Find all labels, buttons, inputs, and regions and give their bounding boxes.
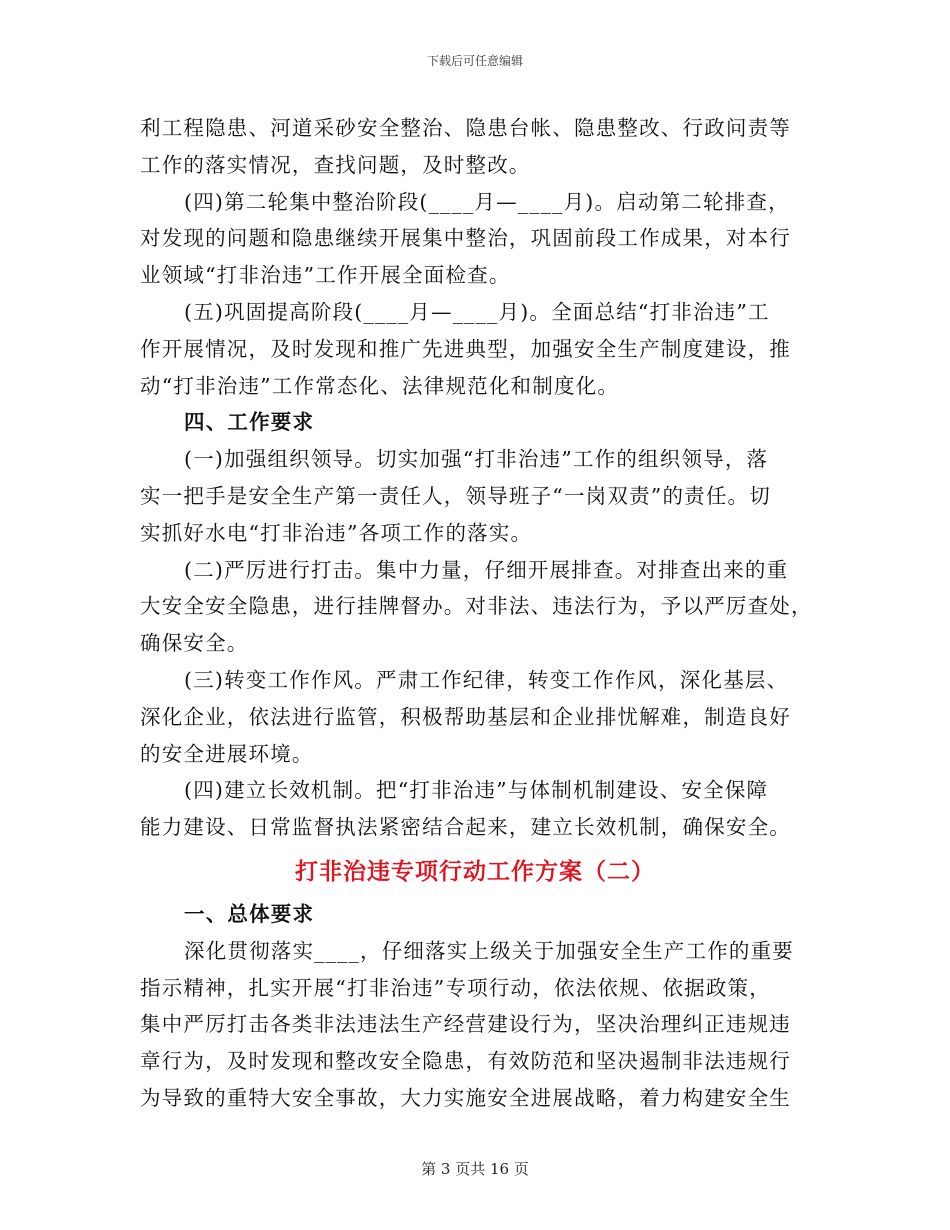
page-footer: 第 3 页共 16 页: [421, 1160, 529, 1178]
text-line: (五)巩固提高阶段(____月—____月)。全面总结“打非治违”工: [184, 299, 770, 324]
text-line: (三)转变工作作风。严肃工作纪律，转变工作作风，深化基层、: [184, 667, 789, 692]
text-line: (一)加强组织领导。切实加强“打非治违”工作的组织领导，落: [184, 447, 769, 472]
text-line: 为导致的重特大安全事故，大力实施安全进展战略，着力构建安全生: [140, 1085, 791, 1110]
text-line: 指示精神，扎实开展“打非治违”专项行动，依法依规、依据政策，: [140, 975, 771, 1000]
text-line: 深化企业，依法进行监管，积极帮助基层和企业排忧解难，制造良好: [140, 704, 791, 729]
text-line: 对发现的问题和隐患继续开展集中整治，巩固前段工作成果，对本行: [140, 226, 791, 251]
text-line: 实一把手是安全生产第一责任人，领导班子“一岗双责”的责任。切: [140, 483, 771, 508]
section-heading: 四、工作要求: [184, 410, 315, 435]
text-line: (四)建立长效机制。把“打非治违”与体制机制建设、安全保障: [184, 778, 769, 803]
text-line: 集中严厉打击各类非法违法生产经营建设行为，坚决治理纠正违规违: [140, 1012, 791, 1037]
text-line: 能力建设、日常监督执法紧密结合起来，建立长效机制，确保安全。: [140, 815, 791, 840]
text-line: 实抓好水电“打非治违”各项工作的落实。: [140, 520, 533, 545]
section-title: 打非治违专项行动工作方案（二）: [295, 857, 655, 885]
text-line: 章行为，及时发现和整改安全隐患，有效防范和坚决遏制非法违规行: [140, 1049, 791, 1074]
text-line: 深化贯彻落实____，仔细落实上级关于加强安全生产工作的重要: [184, 938, 794, 963]
text-line: 业领域“打非治违”工作开展全面检查。: [140, 263, 511, 288]
text-line: (二)严厉进行打击。集中力量，仔细开展排查。对排查出来的重: [184, 557, 789, 582]
text-line: 的安全进展环境。: [140, 741, 314, 766]
text-line: 利工程隐患、河道采砂安全整治、隐患台帐、隐患整改、行政问责等: [140, 116, 791, 140]
text-line: 确保安全。: [140, 631, 249, 656]
text-line: 动“打非治违”工作常态化、法律规范化和制度化。: [140, 373, 620, 398]
text-line: 作开展情况，及时发现和推广先进典型，加强安全生产制度建设，推: [140, 336, 791, 361]
text-line: (四)第二轮集中整治阶段(____月—____月)。启动第二轮排查，: [184, 189, 790, 214]
page-header: 下载后可任意编辑: [426, 54, 523, 68]
document-body: [140, 110, 813, 1117]
text-line: 工作的落实情况，查找问题，及时整改。: [140, 152, 531, 177]
text-line: 大安全安全隐患，进行挂牌督办。对非法、违法行为，予以严厉查处，: [140, 594, 813, 619]
section-heading: 一、总体要求: [184, 901, 315, 926]
